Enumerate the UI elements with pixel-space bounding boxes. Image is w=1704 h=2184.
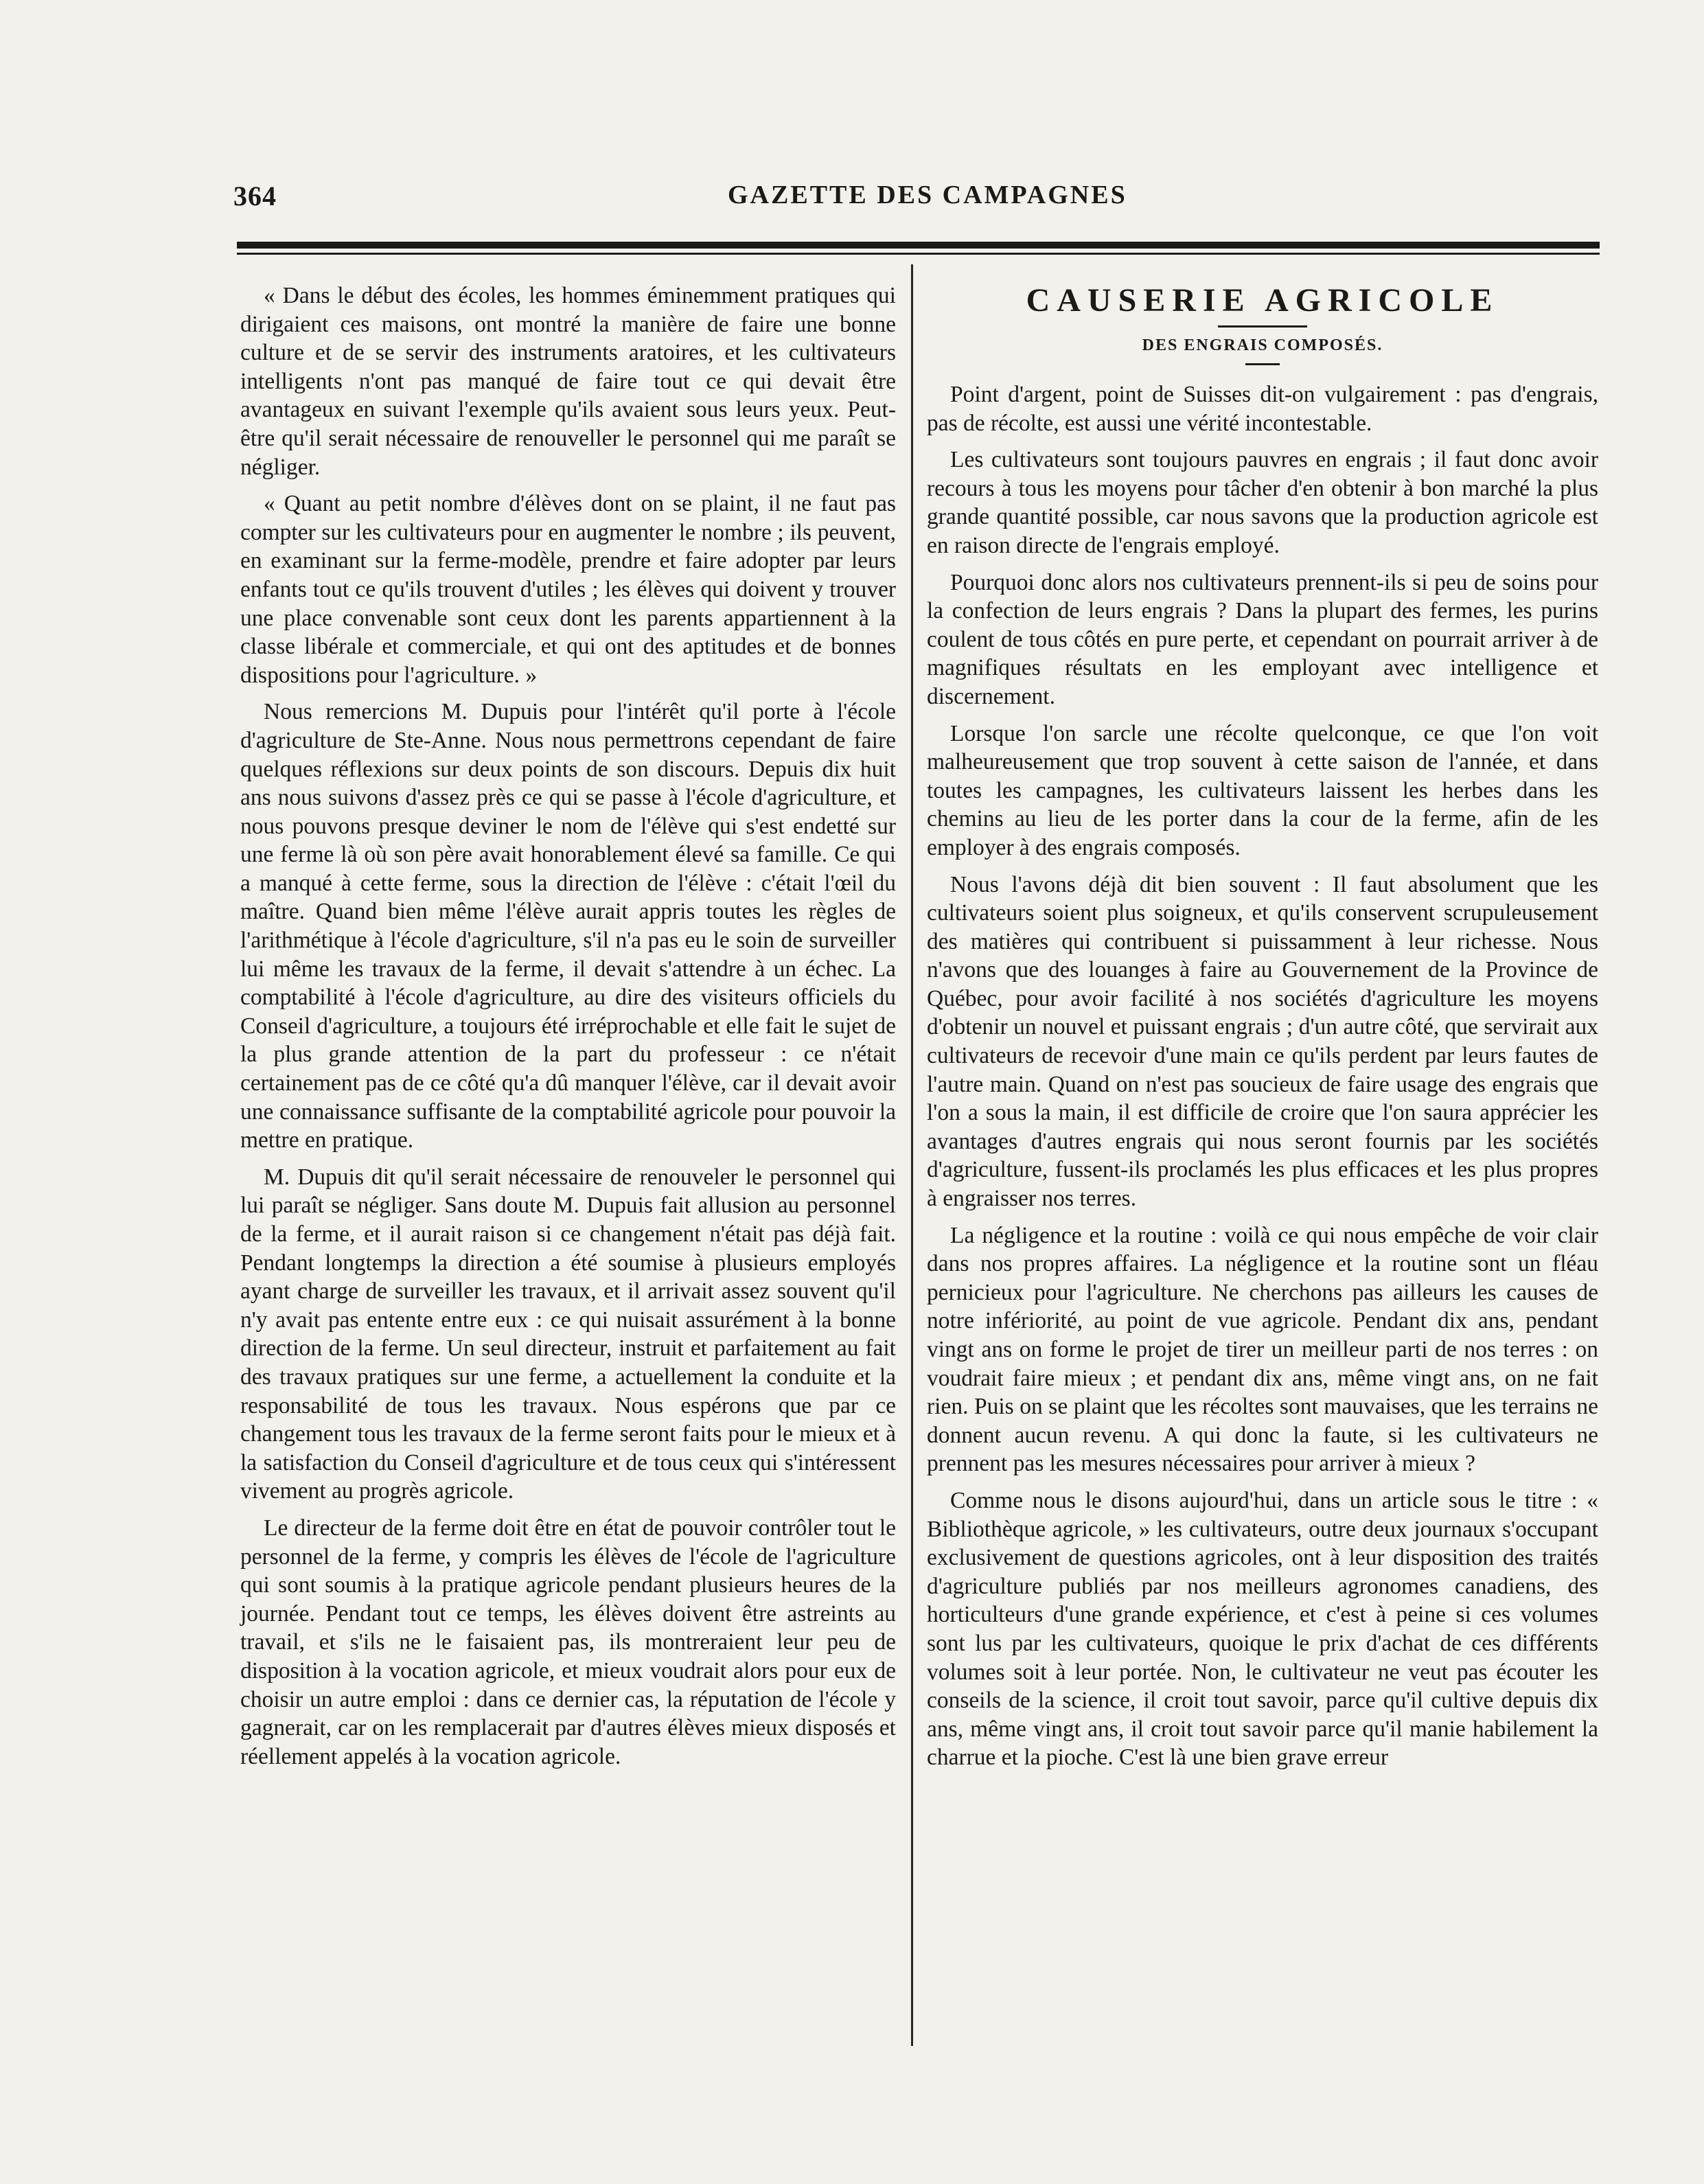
paragraph: Le directeur de la ferme doit être en état de pouvoir contrôler tout le personnel de la ferme, y compris les élèves de l'école de l'agriculture qui sont soumis à la pratique agricole pendant plusieurs heures de la journée. Pendant tout ce temps, les élèves doivent être astreints au travail, et s'ils ne le faisaient pas, ils montreraient leur peu de disposition à la vocation agricole, et mieux voudrait alors pour eux de choisir un autre emploi : dans ce dernier cas, la réputation de l'école y gagnerait, car on les remplacerait par d'autres élèves mieux disposés et réellement appelés à la vocation agricole. — [240, 1515, 896, 1769]
column-divider — [911, 264, 913, 2046]
paragraph: M. Dupuis dit qu'il serait nécessaire de renouveler le personnel qui lui paraît se négliger. Sans doute M. Dupuis fait allusion au personnel de la ferme, et il aurait raison si ce changement n'était pas déjà fait. Pendant longtemps la direction a été soumise à plusieurs employés ayant charge de surveiller les travaux, et il arrivait assez souvent qu'il n'y avait pas entente entre eux : ce qui nuisait assurément à la bonne direction de la ferme. Un seul directeur, instruit et parfaitement au fait des travaux pratiques sur une ferme, a actuellement la conduite et la responsabilité de tous les travaux. Nous espérons que par ce changement tous les travaux de la ferme seront faits pour le mieux et à la satisfaction du Conseil d'agriculture et de tous ceux qui s'intéressent vivement au progrès agricole. — [240, 1164, 896, 1504]
running-head: GAZETTE DES CAMPAGNES — [728, 181, 1127, 209]
header-rule-thick — [237, 242, 1600, 249]
paragraph: « Dans le début des écoles, les hommes éminemment pratiques qui dirigaient ces maisons, ont montré la manière de faire une bonne culture et de se servir des instruments aratoires, et les cultivateurs intelligents n'ont pas manqué de faire tout ce qui devait être avantageux en suivant l'exemple qu'ils avaient sous leurs yeux. Peut-être qu'il serait nécessaire de renouveller le personnel qui me paraît se négliger. — [240, 283, 896, 480]
page-number: 364 — [233, 181, 277, 211]
article-heading: CAUSERIE AGRICOLE — [1026, 282, 1499, 319]
paragraph: Point d'argent, point de Suisses dit-on vulgairement : pas d'engrais, pas de récolte, est aussi une vérité incontestable. — [927, 382, 1598, 436]
paragraph: Comme nous le disons aujourd'hui, dans un article sous le titre : « Bibliothèque agricole, » les cultivateurs, outre deux journaux s'occupant exclusivement de questions agricoles, ont à leur disposition des traités d'agriculture publiés par nos meilleurs agronomes canadiens, des horticulteurs d'une grande expérience, et c'est à peine si ces volumes sont lus par les cultivateurs, quoique le prix d'achat de ces différents volumes soit à leur portée. Non, le cultivateur ne veut pas écouter les conseils de la science, il croit tout savoir, parce qu'il cultive depuis dix ans, même vingt ans, il croit tout savoir parce qu'il manie habilement la charrue et la pioche. C'est là une bien grave erreur — [927, 1487, 1598, 1771]
paragraph: Lorsque l'on sarcle une récolte quelconque, ce que l'on voit malheureusement que trop souvent à cette saison de l'année, et dans toutes les campagnes, les cultivateurs laissent les herbes dans les chemins au lieu de les porter dans la cour de la ferme, afin de les employer à des engrais composés. — [927, 720, 1598, 860]
paragraph: Pourquoi donc alors nos cultivateurs prennent-ils si peu de soins pour la confection de leurs engrais ? Dans la plupart des fermes, les purins coulent de tous côtés en pure perte, et cependant on pourrait arriver à de magnifiques résultats en les employant avec intelligence et discernement. — [927, 569, 1598, 709]
paragraph: La négligence et la routine : voilà ce qui nous empêche de voir clair dans nos propres affaires. La négligence et la routine sont un fléau pernicieux pour l'agriculture. Ne cherchons pas ailleurs les causes de notre infériorité, au point de vue agricole. Pendant dix ans, pendant vingt ans on forme le projet de tirer un meilleur parti de nos terres : on voudrait faire mieux ; et pendant dix ans, même vingt ans, on ne fait rien. Puis on se plaint que les récoltes sont mauvaises, que les terrains ne donnent aucun revenu. A qui donc la faute, si les cultivateurs ne prennent pas les mesures nécessaires pour arriver à mieux ? — [927, 1222, 1598, 1477]
paragraph: Les cultivateurs sont toujours pauvres en engrais ; il faut donc avoir recours à tous les moyens pour tâcher d'en obtenir à bon marché la plus grande quantité possible, car nous savons que la production agricole est en raison directe de l'engrais employé. — [927, 447, 1598, 558]
left-column — [240, 281, 896, 1779]
heading-rule — [1218, 325, 1307, 327]
header-rule-thin — [237, 253, 1600, 255]
paragraph: Nous remercions M. Dupuis pour l'intérêt qu'il porte à l'école d'agriculture de Ste-Anne. Nous nous permettrons cependant de faire quelques réflexions sur deux points de son discours. Depuis dix huit ans nous suivons d'assez près ce qui se passe à l'école d'agriculture, et nous pouvons presque deviner le nom de l'élève qui s'est endetté sur une ferme là où son père avait honorablement élevé sa famille. Ce qui a manqué à cette ferme, sous la direction de l'élève : c'était l'œil du maître. Quand bien même l'élève aurait appris toutes les règles de l'arithmétique à l'école d'agriculture, s'il n'a pas eu le soin de surveiller lui même les travaux de la ferme, il devait s'attendre à un échec. La comptabilité à l'école d'agriculture, au dire des visiteurs officiels du Conseil d'agriculture, a toujours été irréprochable et elle fait le sujet de la plus grande attention de la part du professeur : ce n'était certainement pas de ce côté qu'a dû manquer l'élève, car il devait avoir une connaissance suffisante de la comptabilité agricole pour pouvoir la mettre en pratique. — [240, 699, 896, 1153]
paragraph: Nous l'avons déjà dit bien souvent : Il faut absolument que les cultivateurs soient plus soigneux, et qu'ils conservent scrupuleusement des matières qui contribuent si puissamment à leur richesse. Nous n'avons que des louanges à faire au Gouvernement de la Province de Québec, pour avoir facilité à nos sociétés d'agriculture les moyens d'obtenir un nouvel et puissant engrais ; d'un autre côté, que servirait aux cultivateurs de recevoir d'une main ce qu'ils perdent par leurs fautes de l'autre main. Quand on n'est pas soucieux de faire usage des engrais que l'on a sous la main, il est difficile de croire que l'on saura apprécier les avantages d'autres engrais qui nous seront fournis par les sociétés d'agriculture, fussent-ils proclamés les plus efficaces et les plus propres à engraisser nos terres. — [927, 871, 1598, 1212]
subheading-rule — [1245, 363, 1280, 365]
right-column — [927, 281, 1598, 1780]
page-header — [233, 180, 1607, 221]
paragraph: « Quant au petit nombre d'élèves dont on se plaint, il ne faut pas compter sur les cultivateurs pour en augmenter le nombre ; ils peuvent, en examinant sur la ferme-modèle, prendre et faire adopter par leurs enfants tout ce qu'ils trouvent d'utiles ; les élèves qui doivent y trouver une place convenable sont ceux dont les parents appartiennent à la classe libérale et commerciale, et qui ont des aptitudes et de bonnes dispositions pour l'agriculture. » — [240, 491, 896, 688]
article-subheading: DES ENGRAIS COMPOSÉS. — [1142, 336, 1383, 354]
